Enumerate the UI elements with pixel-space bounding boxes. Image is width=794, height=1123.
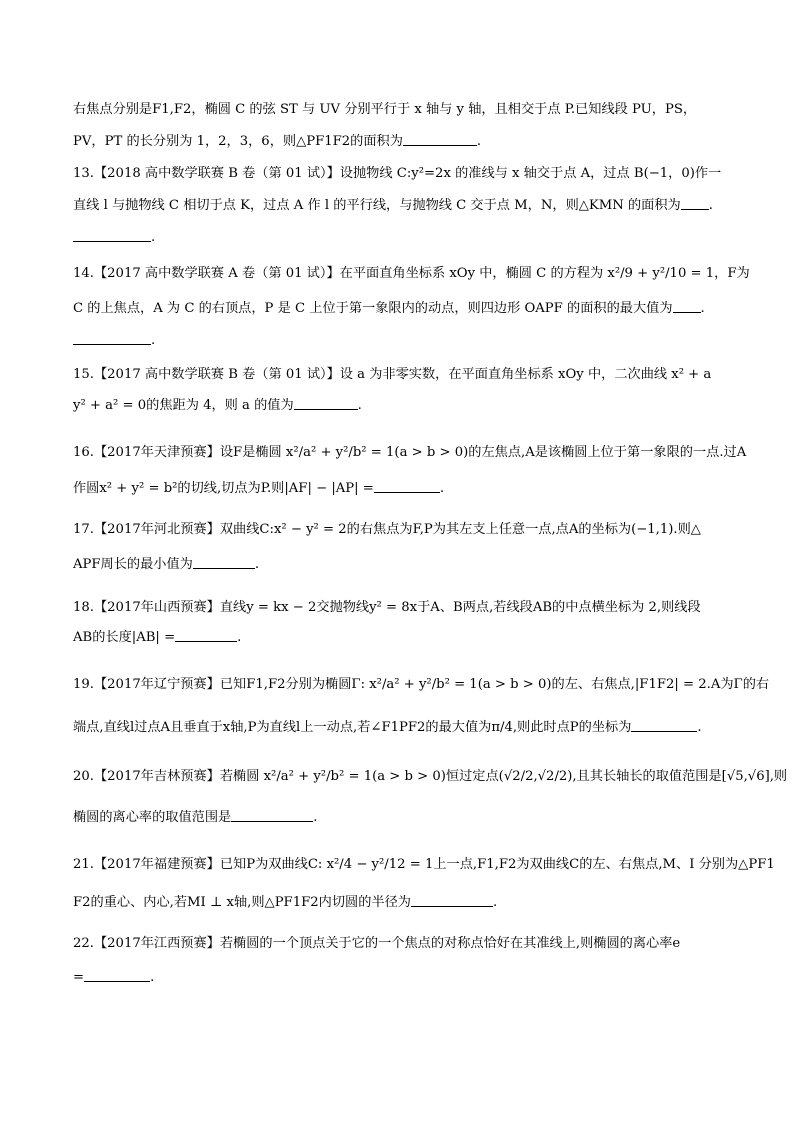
text-line-10 bbox=[73, 396, 723, 416]
text-line-content: PV，PT 的长分别为 1，2，3，6，则△PF1F2的面积为 bbox=[73, 134, 403, 149]
answer-blank bbox=[681, 197, 709, 210]
text-line-11 bbox=[73, 443, 747, 463]
text-line-content: 14.【2017 高中数学联赛 A 卷（第 01 试）】在平面直角坐标系 xOy 中，椭圆 C 的方程为 x²/9 + y²/10 = 1，F为 bbox=[73, 266, 750, 281]
text-line-14 bbox=[73, 555, 723, 575]
text-line-23 bbox=[73, 934, 723, 954]
text-line-content: AB的长度|AB| = bbox=[73, 630, 176, 645]
text-line-content: = bbox=[73, 970, 85, 985]
text-line-12 bbox=[73, 479, 723, 499]
answer-blank bbox=[73, 229, 151, 242]
text-line-content: 20.【2017年吉林预赛】若椭圆 x²/a² + y²/b² = 1(a > b > 0)恒过定点(√2/2,√2/2),且其长轴长的取值范围是[√5,√6],则 bbox=[73, 769, 788, 784]
period-mark: . bbox=[476, 134, 482, 149]
text-line-6 bbox=[73, 264, 750, 284]
text-line-content: APF周长的最小值为 bbox=[73, 557, 193, 572]
answer-blank bbox=[231, 809, 313, 822]
text-line-content: y² + a² = 0的焦距为 4，则 a 的值为 bbox=[73, 398, 294, 413]
text-line-content: 作圆x² + y² = b²的切线,切点为P.则|AF| − |AP| = bbox=[73, 481, 374, 496]
text-line-20 bbox=[73, 808, 723, 828]
answer-blank bbox=[403, 133, 477, 146]
answer-blank bbox=[294, 397, 358, 410]
period-mark: . bbox=[708, 198, 713, 213]
text-line-18 bbox=[73, 718, 723, 738]
period-mark: . bbox=[357, 398, 362, 413]
text-line-17 bbox=[73, 675, 770, 695]
text-line-16 bbox=[73, 628, 723, 648]
text-line-content: 13.【2018 高中数学联赛 B 卷（第 01 试）】设抛物线 C:y²=2x 的准线与 x 轴交于点 A，过点 B(−1，0)作一 bbox=[73, 166, 722, 181]
text-line-content: 18.【2017年山西预赛】直线y = kx − 2交抛物线y² = 8x于A、B两点,若线段AB的中点横坐标为 2,则线段 bbox=[73, 600, 701, 615]
text-line-content: C 的上焦点，A 为 C 的右顶点，P 是 C 上位于第一象限内的动点，则四边形 OAPF 的面积的最大值为 bbox=[73, 301, 673, 316]
text-line-content: 椭圆的离心率的取值范围是 bbox=[73, 810, 232, 825]
text-line-21 bbox=[73, 855, 775, 875]
text-line-22 bbox=[73, 893, 723, 913]
answer-blank bbox=[374, 480, 440, 493]
period-mark: . bbox=[492, 895, 498, 910]
period-mark: . bbox=[439, 481, 445, 496]
text-line-9 bbox=[73, 365, 723, 385]
text-line-15 bbox=[73, 598, 723, 618]
answer-blank bbox=[673, 300, 701, 313]
answer-blank bbox=[411, 894, 493, 907]
period-mark: . bbox=[313, 810, 318, 825]
text-line-content: F2的重心、内心,若MI ⊥ x轴,则△PF1F2内切圆的半径为 bbox=[73, 895, 411, 910]
answer-blank bbox=[193, 556, 255, 569]
text-line-content: 17.【2017年河北预赛】双曲线C:x² − y² = 2的右焦点为F,P为其左支上任意一点,点A的坐标为(−1,1).则△ bbox=[73, 522, 701, 537]
text-line-2 bbox=[73, 132, 723, 152]
text-line-8 bbox=[73, 331, 723, 351]
answer-blank bbox=[84, 969, 150, 982]
text-line-7 bbox=[73, 299, 723, 319]
period-mark: . bbox=[697, 720, 702, 735]
text-line-content: 端点,直线l过点A且垂直于x轴,P为直线l上一动点,若∠F1PF2的最大值为π/4,则此时点P的坐标为 bbox=[73, 720, 632, 735]
period-mark: . bbox=[700, 301, 705, 316]
text-line-content: 15.【2017 高中数学联赛 B 卷（第 01 试）】设 a 为非零实数，在平面直角坐标系 xOy 中，二次曲线 x² + a bbox=[73, 367, 712, 382]
text-line-19 bbox=[73, 767, 788, 787]
period-mark: . bbox=[237, 630, 242, 645]
text-line-13 bbox=[73, 520, 723, 540]
text-line-content: 22.【2017年江西预赛】若椭圆的一个顶点关于它的一个焦点的对称点恰好在其准线上,则椭圆的离心率e bbox=[73, 936, 681, 951]
period-mark: . bbox=[254, 557, 260, 572]
text-line-5 bbox=[73, 228, 723, 248]
text-line-content: 直线 l 与抛物线 C 相切于点 K，过点 A 作 l 的平行线，与抛物线 C 交于点 M，N，则△KMN 的面积为 bbox=[73, 198, 681, 213]
text-line-24 bbox=[73, 968, 723, 988]
text-line-4 bbox=[73, 196, 723, 216]
answer-blank bbox=[73, 332, 151, 345]
text-line-content: 右焦点分别是F1,F2，椭圆 C 的弦 ST 与 UV 分别平行于 x 轴与 y 轴，且相交于点 P.已知线段 PU，PS， bbox=[73, 102, 697, 117]
text-line-content: 21.【2017年福建预赛】已知P为双曲线C: x²/4 − y²/12 = 1上一点,F1,F2为双曲线C的左、右焦点,M、I 分别为△PF1 bbox=[73, 857, 775, 872]
period-mark: . bbox=[151, 230, 156, 245]
answer-blank bbox=[631, 719, 697, 732]
text-line-content: 16.【2017年天津预赛】设F是椭圆 x²/a² + y²/b² = 1(a > b > 0)的左焦点,A是该椭圆上位于第一象限的一点.过A bbox=[73, 445, 747, 460]
text-line-3 bbox=[73, 164, 723, 184]
text-line-1 bbox=[73, 100, 723, 120]
text-line-content: 19.【2017年辽宁预赛】已知F1,F2分别为椭圆Γ: x²/a² + y²/b² = 1(a > b > 0)的左、右焦点,|F1F2| = 2.A为Γ的右 bbox=[73, 677, 770, 692]
period-mark: . bbox=[150, 970, 155, 985]
answer-blank bbox=[175, 629, 237, 642]
period-mark: . bbox=[151, 333, 156, 348]
